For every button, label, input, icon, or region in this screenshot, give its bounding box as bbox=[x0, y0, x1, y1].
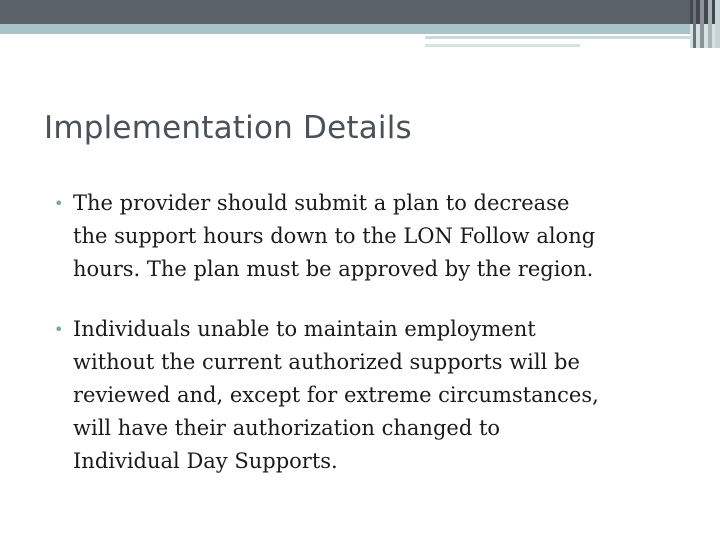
bullet-line: reviewed and, except for extreme circumstances, bbox=[73, 383, 599, 407]
corner-stripe bbox=[693, 0, 696, 48]
corner-stripe bbox=[700, 0, 704, 48]
bullet-line: hours. The plan must be approved by the region. bbox=[73, 257, 594, 281]
bullet-item bbox=[54, 313, 704, 478]
bullet-line: the support hours down to the LON Follow along bbox=[73, 224, 596, 248]
bullet-line: The provider should submit a plan to decrease bbox=[73, 191, 570, 215]
header-accent-line bbox=[425, 44, 580, 47]
bullet-line: without the current authorized supports will be bbox=[73, 350, 580, 374]
bullet-item bbox=[54, 187, 704, 286]
slide-title: Implementation Details bbox=[44, 110, 412, 146]
bullet-line: will have their authorization changed to bbox=[73, 416, 501, 440]
header-accent-band bbox=[0, 24, 690, 34]
bullet-list bbox=[54, 187, 704, 478]
bullet-icon: • bbox=[54, 320, 64, 339]
header-band bbox=[0, 0, 690, 24]
corner-stripe bbox=[708, 0, 712, 48]
bullet-line: Individuals unable to maintain employment bbox=[73, 317, 536, 341]
header-accent-line bbox=[425, 36, 690, 39]
corner-stripe bbox=[715, 0, 720, 48]
bullet-line: Individual Day Supports. bbox=[73, 449, 338, 473]
bullet-icon: • bbox=[54, 194, 64, 213]
